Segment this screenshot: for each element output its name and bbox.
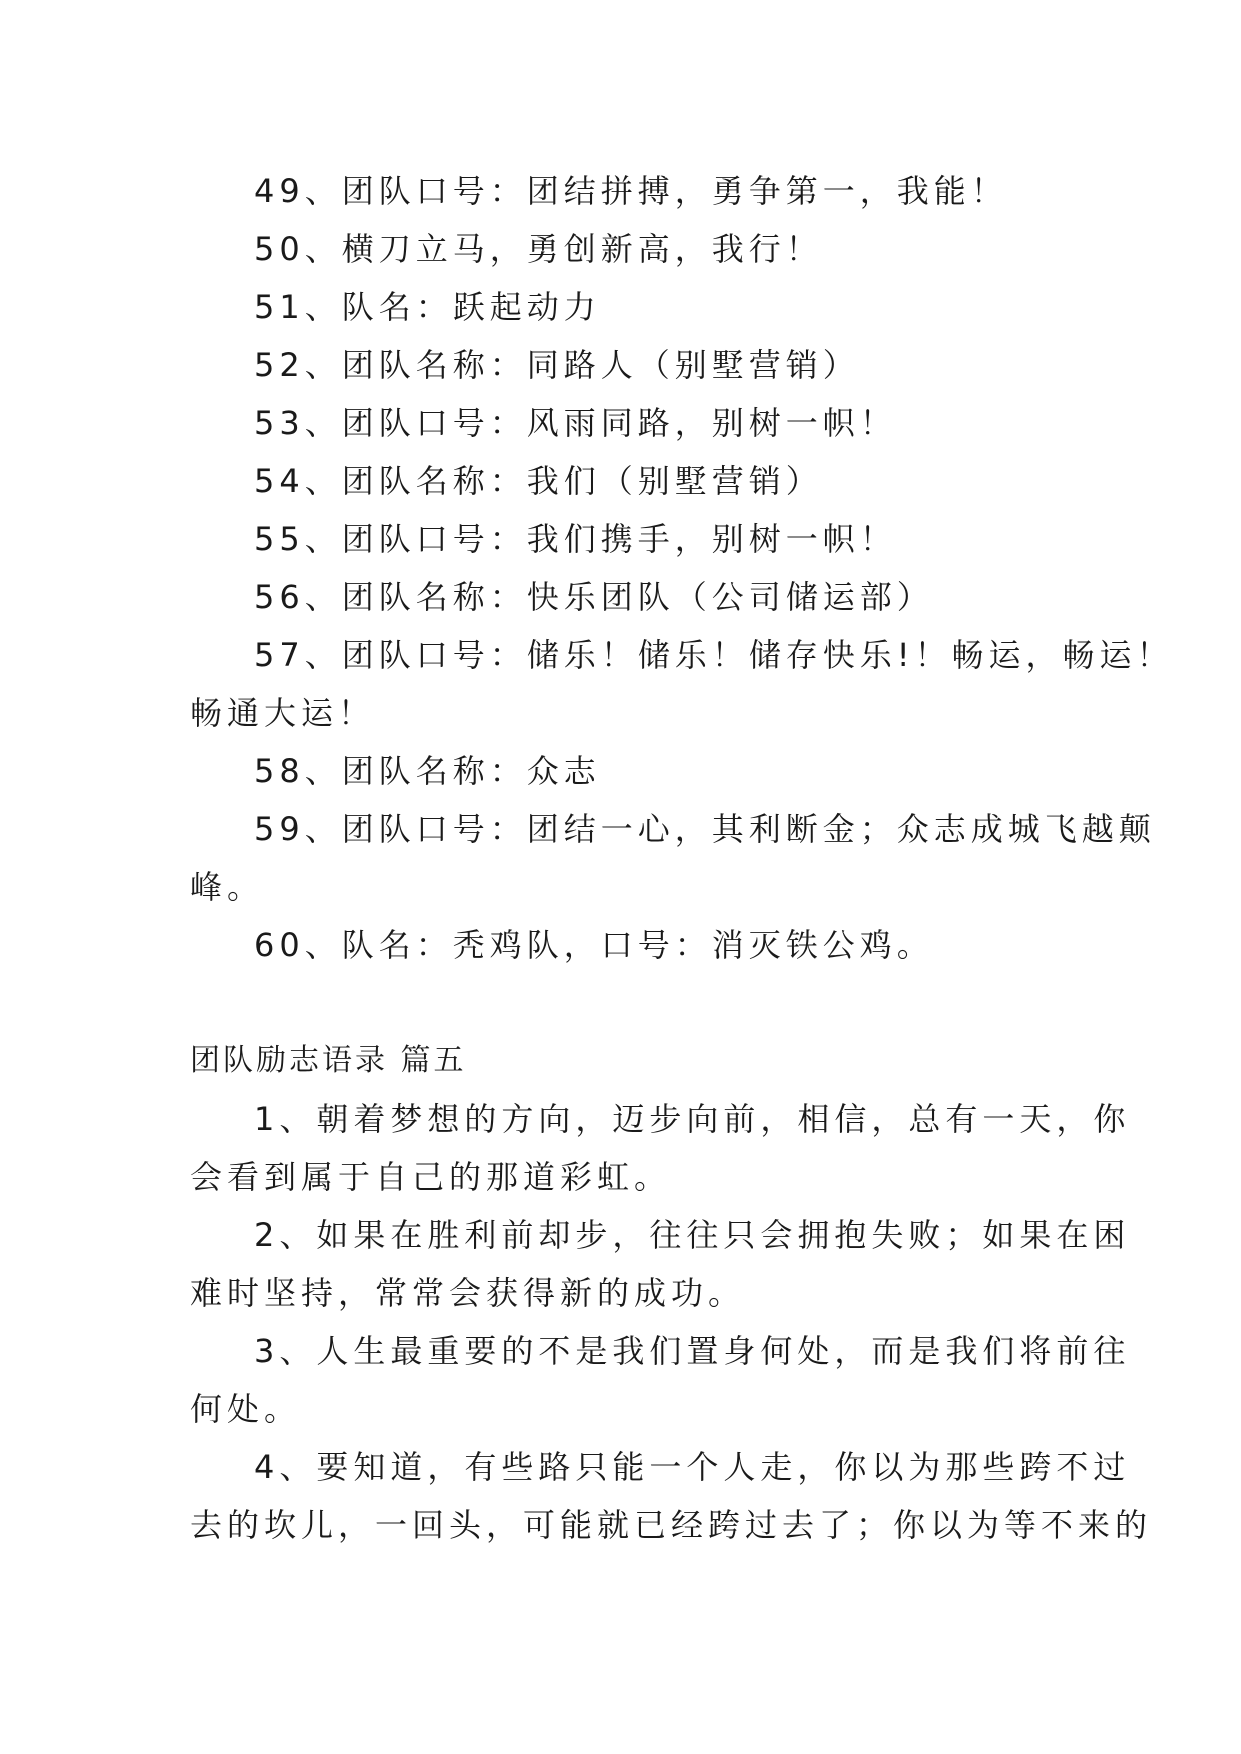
document-body xyxy=(190,162,1174,1554)
quote-line-4: 4、要知道，有些路只能一个人走，你以为那些跨不过 xyxy=(254,1448,1131,1486)
slogan-line-60: 60、队名：秃鸡队，口号：消灭铁公鸡。 xyxy=(254,926,934,964)
quote-line-3-continued: 何处。 xyxy=(190,1390,302,1428)
slogan-line-52: 52、团队名称：同路人（别墅营销） xyxy=(254,346,860,384)
quote-line-1: 1、朝着梦想的方向，迈步向前，相信，总有一天，你 xyxy=(254,1100,1131,1138)
slogan-line-53: 53、团队口号：风雨同路，别树一帜！ xyxy=(254,404,897,442)
slogan-line-50: 50、横刀立马，勇创新高，我行！ xyxy=(254,230,823,268)
slogan-line-59: 59、团队口号：团结一心，其利断金；众志成城飞越颠 xyxy=(254,810,1156,848)
slogan-line-55: 55、团队口号：我们携手，别树一帜！ xyxy=(254,520,897,558)
section-spacer xyxy=(190,974,1065,1032)
slogan-line-51: 51、队名：跃起动力 xyxy=(254,288,601,326)
quote-line-3: 3、人生最重要的不是我们置身何处，而是我们将前往 xyxy=(254,1332,1131,1370)
quote-line-4-continued: 去的坎儿，一回头，可能就已经跨过去了；你以为等不来的 xyxy=(190,1506,1153,1544)
slogan-line-59-continued: 峰。 xyxy=(190,868,265,906)
quote-line-2-continued: 难时坚持，常常会获得新的成功。 xyxy=(190,1274,746,1312)
slogan-line-57-continued: 畅通大运！ xyxy=(190,694,376,732)
slogan-line-58: 58、团队名称：众志 xyxy=(254,752,601,790)
quote-line-2: 2、如果在胜利前却步，往往只会拥抱失败；如果在困 xyxy=(254,1216,1131,1254)
section-heading: 团队励志语录 篇五 xyxy=(190,1043,467,1078)
slogan-line-49: 49、团队口号：团结拼搏，勇争第一，我能！ xyxy=(254,172,1008,210)
slogan-line-54: 54、团队名称：我们（别墅营销） xyxy=(254,462,823,500)
slogan-line-57: 57、团队口号：储乐！储乐！储存快乐!！畅运，畅运！ xyxy=(254,636,1174,674)
quote-line-1-continued: 会看到属于自己的那道彩虹。 xyxy=(190,1158,672,1196)
slogan-line-56: 56、团队名称：快乐团队（公司储运部） xyxy=(254,578,934,616)
